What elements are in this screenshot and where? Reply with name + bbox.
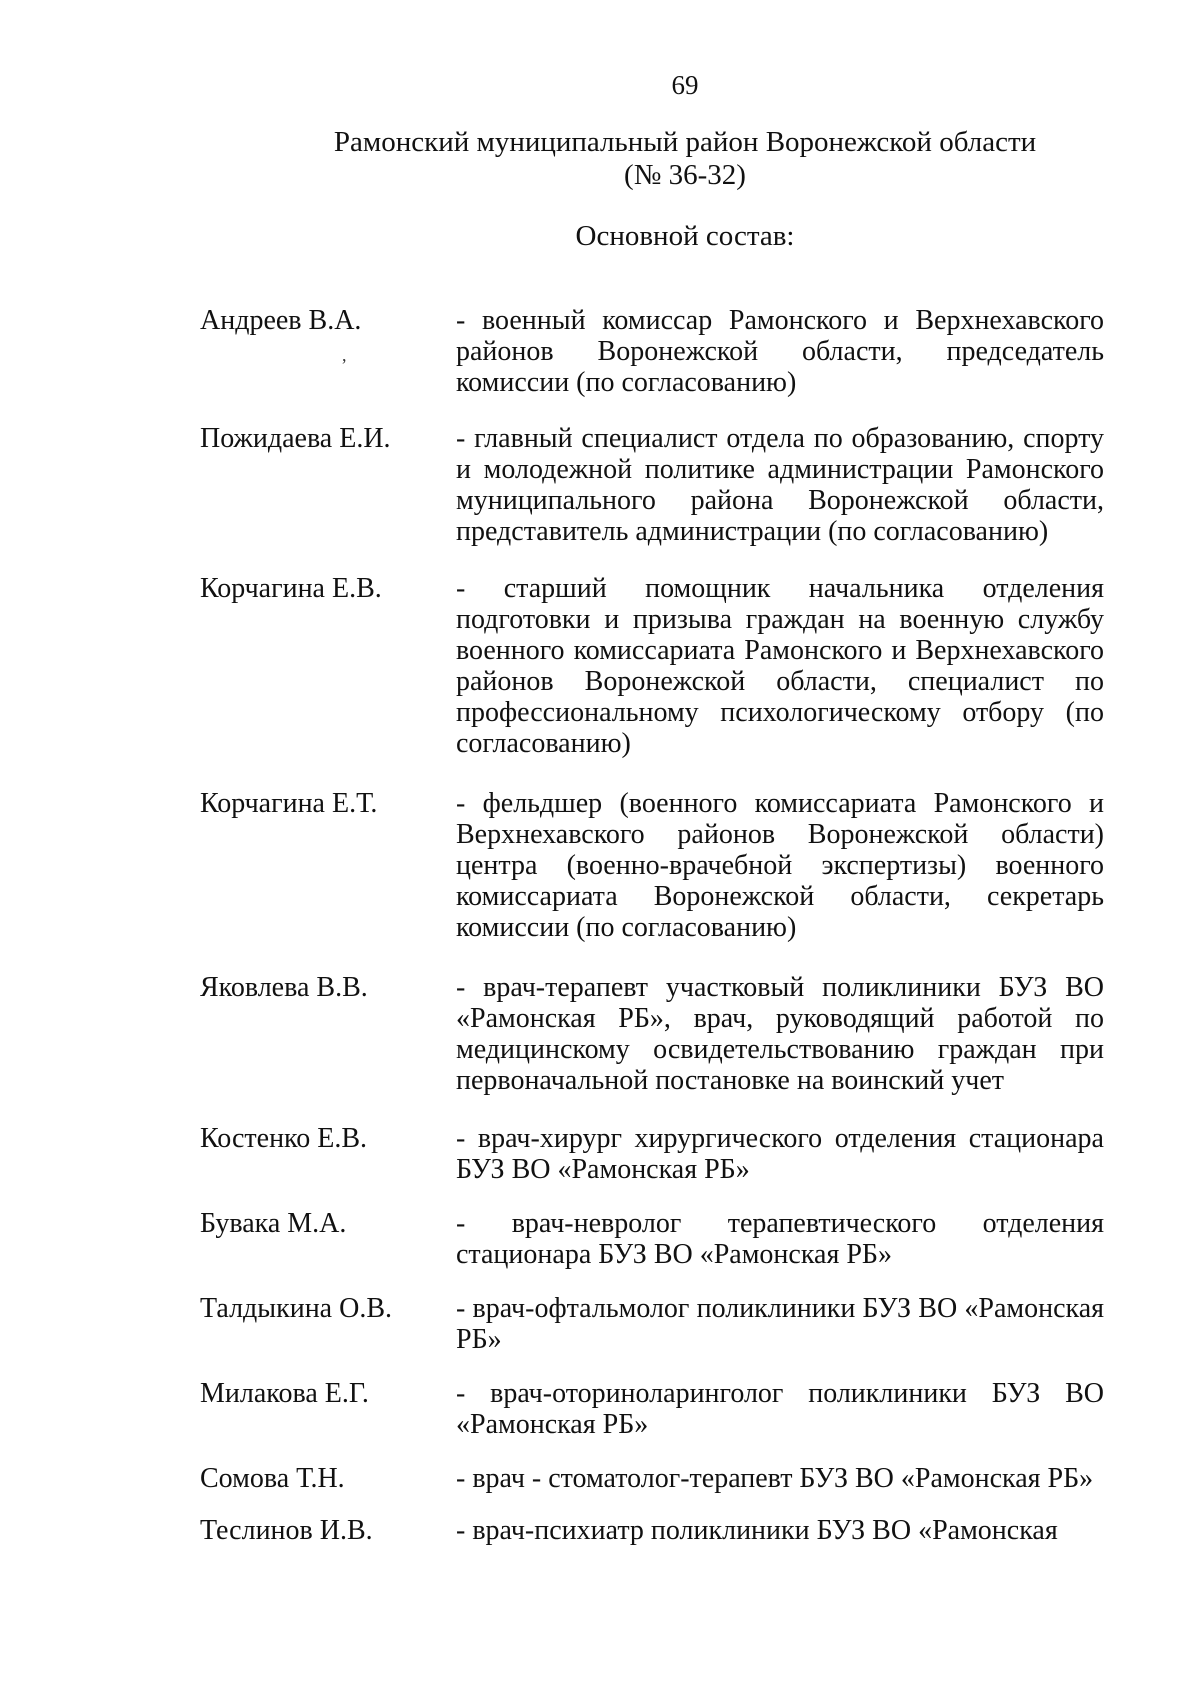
member-name: Корчагина Е.Т. <box>200 788 378 819</box>
page-title <box>0 126 1200 192</box>
member-role: - врач-невролог терапевтического отделения стационара БУЗ ВО «Рамонская РБ» <box>456 1208 1104 1270</box>
member-name: Костенко Е.В. <box>200 1123 368 1154</box>
member-name: Пожидаева Е.И. <box>200 423 391 454</box>
member-role: - главный специалист отдела по образованию, спорту и молодежной политике администрации Рамонского муниципального района Воронежской области, представитель администрации (по согласованию) <box>456 423 1104 547</box>
member-role: - врач - стоматолог-терапевт БУЗ ВО «Рамонская РБ» <box>456 1463 1094 1494</box>
member-name: Теслинов И.В. <box>200 1515 373 1546</box>
member-role: - врач-хирург хирургического отделения стационара БУЗ ВО «Рамонская РБ» <box>456 1123 1104 1185</box>
member-role: - старший помощник начальника отделения подготовки и призыва граждан на военную службу военного комиссариата Рамонского и Верхнехавского районов Воронежской области, специалист по профессиональному психологическому отбору (по согласованию) <box>456 573 1104 759</box>
member-role: - военный комиссар Рамонского и Верхнехавского районов Воронежской области, председатель комиссии (по согласованию) <box>456 305 1104 398</box>
member-name: Милакова Е.Г. <box>200 1378 369 1409</box>
member-name: Талдыкина О.В. <box>200 1293 393 1324</box>
member-role: - фельдшер (военного комиссариата Рамонского и Верхнехавского районов Воронежской области) центра (военно-врачебной экспертизы) военного комиссариата Воронежской области, секретарь комиссии (по согласованию) <box>456 788 1104 943</box>
member-role: - врач-офтальмолог поликлиники БУЗ ВО «Рамонская РБ» <box>456 1293 1104 1355</box>
member-name: Сомова Т.Н. <box>200 1463 345 1494</box>
member-name: Корчагина Е.В. <box>200 573 382 604</box>
member-role: - врач-терапевт участковый поликлиники БУЗ ВО «Рамонская РБ», врач, руководящий работой по медицинскому освидетельствованию граждан при первоначальной постановке на воинский учет <box>456 972 1104 1096</box>
member-name: Андреев В.А. <box>200 305 362 336</box>
member-name: Бувака М.А. <box>200 1208 347 1239</box>
page-number: 69 <box>671 70 699 100</box>
member-role: - врач-психиатр поликлиники БУЗ ВО «Рамонская <box>456 1515 1058 1546</box>
title-line-2: (№ 36-32) <box>624 159 746 191</box>
title-line-1: Рамонский муниципальный район Воронежской области <box>333 126 1037 158</box>
section-subtitle: Основной состав: <box>575 220 795 252</box>
member-name: Яковлева В.В. <box>200 972 368 1003</box>
member-role: - врач-оториноларинголог поликлиники БУЗ ВО «Рамонская РБ» <box>456 1378 1104 1440</box>
stray-mark: , <box>342 345 347 365</box>
